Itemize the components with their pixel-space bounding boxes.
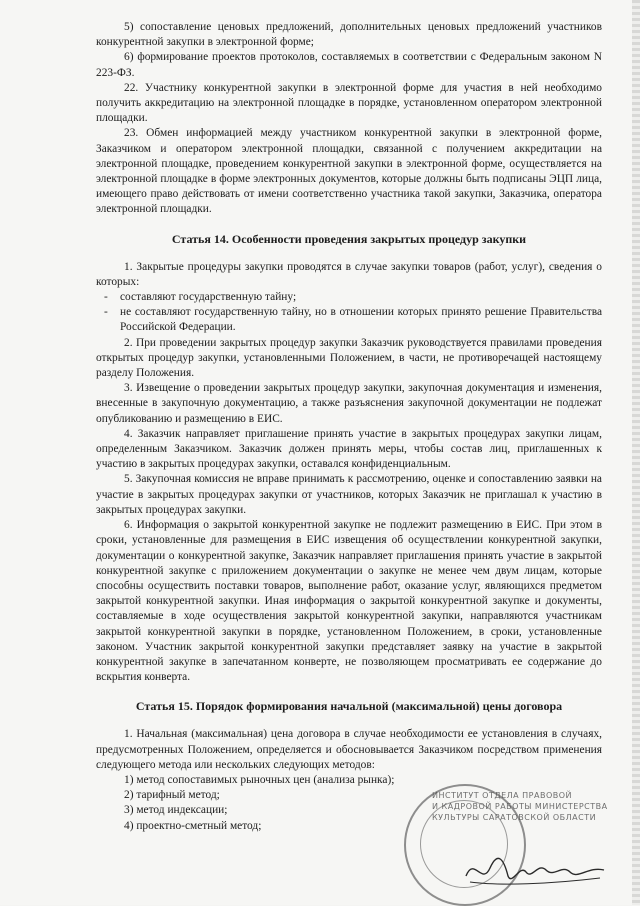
paragraph-item-6: 6) формирование проектов протоколов, составляемых в соответствии с Федеральным законом N 223-ФЗ. (96, 51, 602, 79)
document-body (96, 20, 602, 834)
article-14-paragraph-2: 2. При проведении закрытых процедур закупки Заказчик руководствуется правилами проведения открытых процедур закупки, установленными Положением, в части, не противоречащей настоящему разделу Положения. (96, 336, 602, 380)
method-item-2: 2) тарифный метод; (124, 789, 220, 802)
article-14-paragraph-4: 4. Заказчик направляет приглашение принять участие в закрытых процедурах закупки лицам, определенным Заказчиком. Заказчик должен принять меры, чтобы состав лиц, приглашенных к участию в закрытых процедурах закупки, оставался конфиденциальным. (96, 427, 602, 471)
list-item-text: не составляют государственную тайну, но в отношении которых принято решение Правительства Российской Федерации. (120, 306, 602, 334)
list-item-text: составляют государственную тайну; (120, 291, 297, 304)
list-item (96, 305, 602, 335)
method-item-3: 3) метод индексации; (124, 804, 228, 817)
scan-edge-artifact (632, 0, 640, 905)
article-15-title: Статья 15. Порядок формирования начальной (максимальной) цены договора (135, 699, 563, 714)
dash-bullet: - (104, 291, 108, 304)
dash-bullet: - (104, 306, 108, 319)
method-item-4: 4) проектно-сметный метод; (124, 819, 262, 832)
paragraph-22: 22. Участнику конкурентной закупки в электронной форме для участия в ней необходимо получить аккредитацию на электронной площадке в порядке, установленном оператором электронной площадки. (96, 81, 602, 125)
article-14-paragraph-3: 3. Извещение о проведении закрытых процедур закупки, закупочная документация и изменения, внесенные в закупочную документацию, а также разъяснения закупочной документации не подлежат опубликованию и размещению в ЕИС. (96, 382, 602, 425)
paragraph-23: 23. Обмен информацией между участником конкурентной закупки в электронной форме, Заказчиком и оператором электронной площадки, связанной с получением аккредитации на электронной площадке, проведением конкурентной закупки в электронной форме, осуществляется на электронной площадке в форме электронных документов, которые должны быть подписаны ЭЦП лица, имеющего право действовать от имени соответственно участника такой закупки, Заказчика, оператора электронной площадки. (96, 127, 602, 216)
article-14-paragraph-5: 5. Закупочная комиссия не вправе принимать к рассмотрению, оценке и сопоставлению заявки на участие в закрытых процедурах закупки от участников, которых Заказчик не приглашал к участию в закрытых процедурах закупки. (96, 473, 602, 516)
method-item-1: 1) метод сопоставимых рыночных цен (анализа рынка); (124, 773, 395, 786)
list-item (96, 290, 602, 305)
handwritten-signature (460, 846, 610, 894)
stamp-line-2: И КАДРОВОЙ РАБОТЫ МИНИСТЕРСТВА (432, 802, 608, 811)
stamp-text (432, 790, 632, 823)
stamp-line-1: ИНСТИТУТ ОТДЕЛА ПРАВОВОЙ (432, 791, 573, 800)
article-15-paragraph-1: 1. Начальная (максимальная) цена договора в случае необходимости ее установления в случаях, предусмотренных Положением, определяется и обосновывается Заказчиком посредством применения следующего метода или нескольких следующих методов: (96, 728, 602, 771)
stamp-line-3: КУЛЬТУРЫ САРАТОВСКОЙ ОБЛАСТИ (432, 813, 597, 822)
article-14-title: Статья 14. Особенности проведения закрытых процедур закупки (171, 231, 527, 246)
article-14-paragraph-1: 1. Закрытые процедуры закупки проводятся в случае закупки товаров (работ, услуг), сведения о которых: (96, 260, 602, 288)
paragraph-item-5: 5) сопоставление ценовых предложений, дополнительных ценовых предложений участников конкурентной закупки в электронной форме; (96, 21, 602, 49)
article-14-paragraph-6: 6. Информация о закрытой конкурентной закупке не подлежит размещению в ЕИС. При этом в сроки, установленные для размещения в ЕИС извещения об осуществлении конкурентной закупки, документации о конкурентной закупке, Заказчик направляет приглашения принять участие в закрытой конкурентной закупке с приложением документации о закупке не менее чем двум лицам, которые способны осуществить поставки товаров, выполнение работ, оказание услуг, являющихся предметом закрытой конкурентной закупки. Иная информация о закрытой конкурентной закупке и документы, составляемые в ходе осуществления закрытой конкурентной закупки, направляются участникам закрытой конкурентной закупки в порядке, установленном Положением, в сроки, установленные законом. Участник закрытой конкурентной закупки представляет заявку на участие в закрытой конкурентной закупке в запечатанном конверте, не позволяющем просматривать ее содержание до вскрытия конверта. (96, 519, 602, 684)
